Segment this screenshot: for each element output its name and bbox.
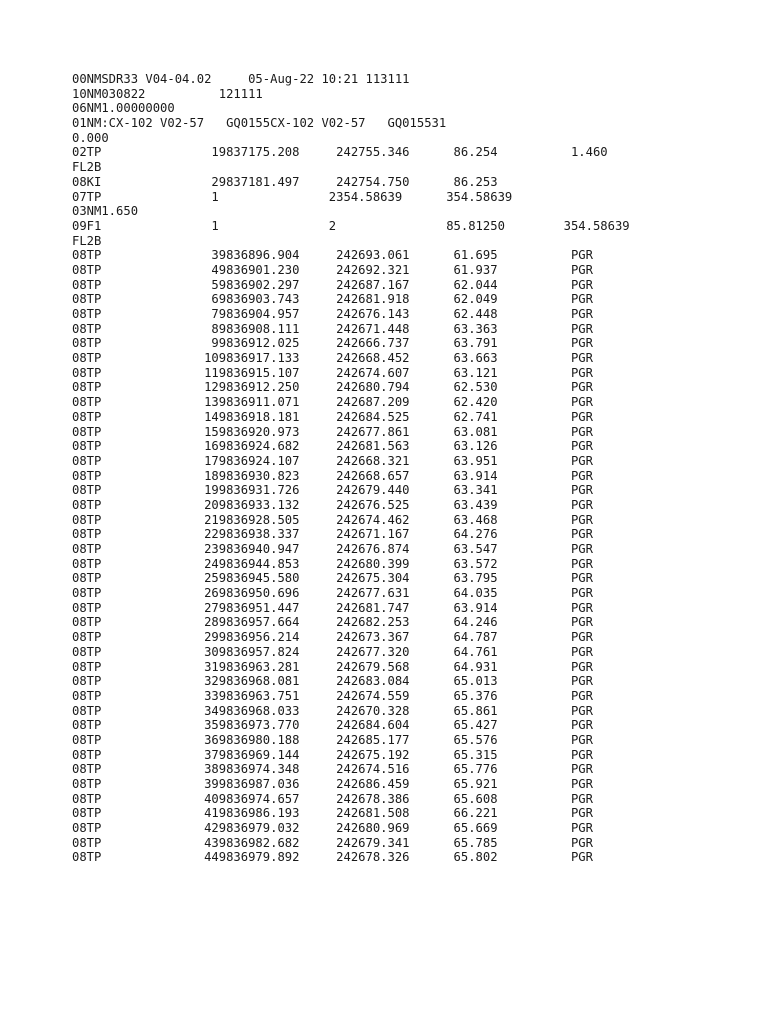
document-line: 06NM1.00000000 [72, 101, 175, 116]
document-line: 08TP 449836979.892 242678.326 65.802 PGR [72, 850, 593, 865]
document-line: 08TP 389836974.348 242674.516 65.776 PGR [72, 762, 593, 777]
document-line: 08TP 299836956.214 242673.367 64.787 PGR [72, 630, 593, 645]
document-line: 08TP 339836963.751 242674.559 65.376 PGR [72, 688, 593, 703]
document-line: 08TP 139836911.071 242687.209 62.420 PGR [72, 395, 593, 410]
document-line: 08TP 399836987.036 242686.459 65.921 PGR [72, 777, 593, 791]
document-line: 08TP 319836963.281 242679.568 64.931 PGR [72, 659, 593, 674]
document-line: 08TP 259836945.580 242675.304 63.795 PGR [72, 571, 593, 586]
document-line: 08TP 49836901.230 242692.321 61.937 PGR [72, 262, 593, 277]
document-line: 08TP 369836980.188 242685.177 65.576 PGR [72, 732, 593, 747]
document-line: 08TP 99836912.025 242666.737 63.791 PGR [72, 336, 593, 351]
document-line: 02TP 19837175.208 242755.346 86.254 1.460 [72, 145, 608, 160]
document-line: 08TP 419836986.193 242681.508 66.221 PGR [72, 806, 593, 821]
document-line: 08TP 269836950.696 242677.631 64.035 PGR [72, 586, 593, 601]
document-line: 07TP 1 2354.58639 354.58639 [72, 189, 513, 204]
document-line: 08TP 409836974.657 242678.386 65.608 PGR [72, 791, 593, 806]
document-line: FL2B [72, 233, 102, 248]
document-line: 09F1 1 2 85.81250 354.58639 [72, 218, 630, 233]
document-body [72, 72, 630, 865]
document-line: FL2B [72, 160, 102, 175]
document-line: 08TP 249836944.853 242680.399 63.572 PGR [72, 556, 593, 571]
document-line: 10NM030822 121111 [72, 86, 263, 101]
document-line: 08TP 429836979.032 242680.969 65.669 PGR [72, 821, 593, 836]
document-line: 03NM1.650 [72, 204, 139, 219]
document-line: 08TP 209836933.132 242676.525 63.439 PGR [72, 497, 593, 512]
document-line: 08TP 79836904.957 242676.143 62.448 PGR [72, 307, 593, 321]
document-line: 08TP 119836915.107 242674.607 63.121 PGR [72, 365, 593, 380]
document-line: 08TP 309836957.824 242677.320 64.761 PGR [72, 644, 593, 659]
document-line: 08TP 169836924.682 242681.563 63.126 PGR [72, 439, 593, 454]
document-line: 08TP 229836938.337 242671.167 64.276 PGR [72, 527, 593, 542]
document-line: 08TP 59836902.297 242687.167 62.044 PGR [72, 277, 593, 292]
document-line: 08TP 39836896.904 242693.061 61.695 PGR [72, 248, 593, 263]
document-line: 08TP 149836918.181 242684.525 62.741 PGR [72, 409, 593, 424]
document-line: 00NMSDR33 V04-04.02 05-Aug-22 10:21 113111 [72, 72, 410, 86]
document-line: 08TP 289836957.664 242682.253 64.246 PGR [72, 615, 593, 630]
document-line: 08TP 69836903.743 242681.918 62.049 PGR [72, 292, 593, 307]
document-line: 08TP 159836920.973 242677.861 63.081 PGR [72, 424, 593, 439]
document-line: 08TP 179836924.107 242668.321 63.951 PGR [72, 453, 593, 468]
document-line: 08TP 239836940.947 242676.874 63.547 PGR [72, 542, 593, 556]
document-line: 08TP 439836982.682 242679.341 65.785 PGR [72, 835, 593, 850]
document-line: 08TP 329836968.081 242683.084 65.013 PGR [72, 674, 593, 689]
document-line: 08TP 279836951.447 242681.747 63.914 PGR [72, 600, 593, 615]
document-line: 08TP 219836928.505 242674.462 63.468 PGR [72, 512, 593, 527]
document-line: 08TP 359836973.770 242684.604 65.427 PGR [72, 718, 593, 733]
document-line: 01NM:CX-102 V02-57 GQ0155CX-102 V02-57 GQ015531 [72, 116, 447, 131]
document-line: 08TP 89836908.111 242671.448 63.363 PGR [72, 321, 593, 336]
document-line: 08TP 379836969.144 242675.192 65.315 PGR [72, 747, 593, 762]
document-line: 08KI 29837181.497 242754.750 86.253 [72, 174, 498, 189]
document-line: 08TP 129836912.250 242680.794 62.530 PGR [72, 380, 593, 395]
document-line: 08TP 189836930.823 242668.657 63.914 PGR [72, 468, 593, 483]
document-line: 0.000 [72, 130, 109, 145]
document-line: 08TP 199836931.726 242679.440 63.341 PGR [72, 483, 593, 498]
document-line: 08TP 349836968.033 242670.328 65.861 PGR [72, 703, 593, 718]
document-line: 08TP 109836917.133 242668.452 63.663 PGR [72, 351, 593, 366]
